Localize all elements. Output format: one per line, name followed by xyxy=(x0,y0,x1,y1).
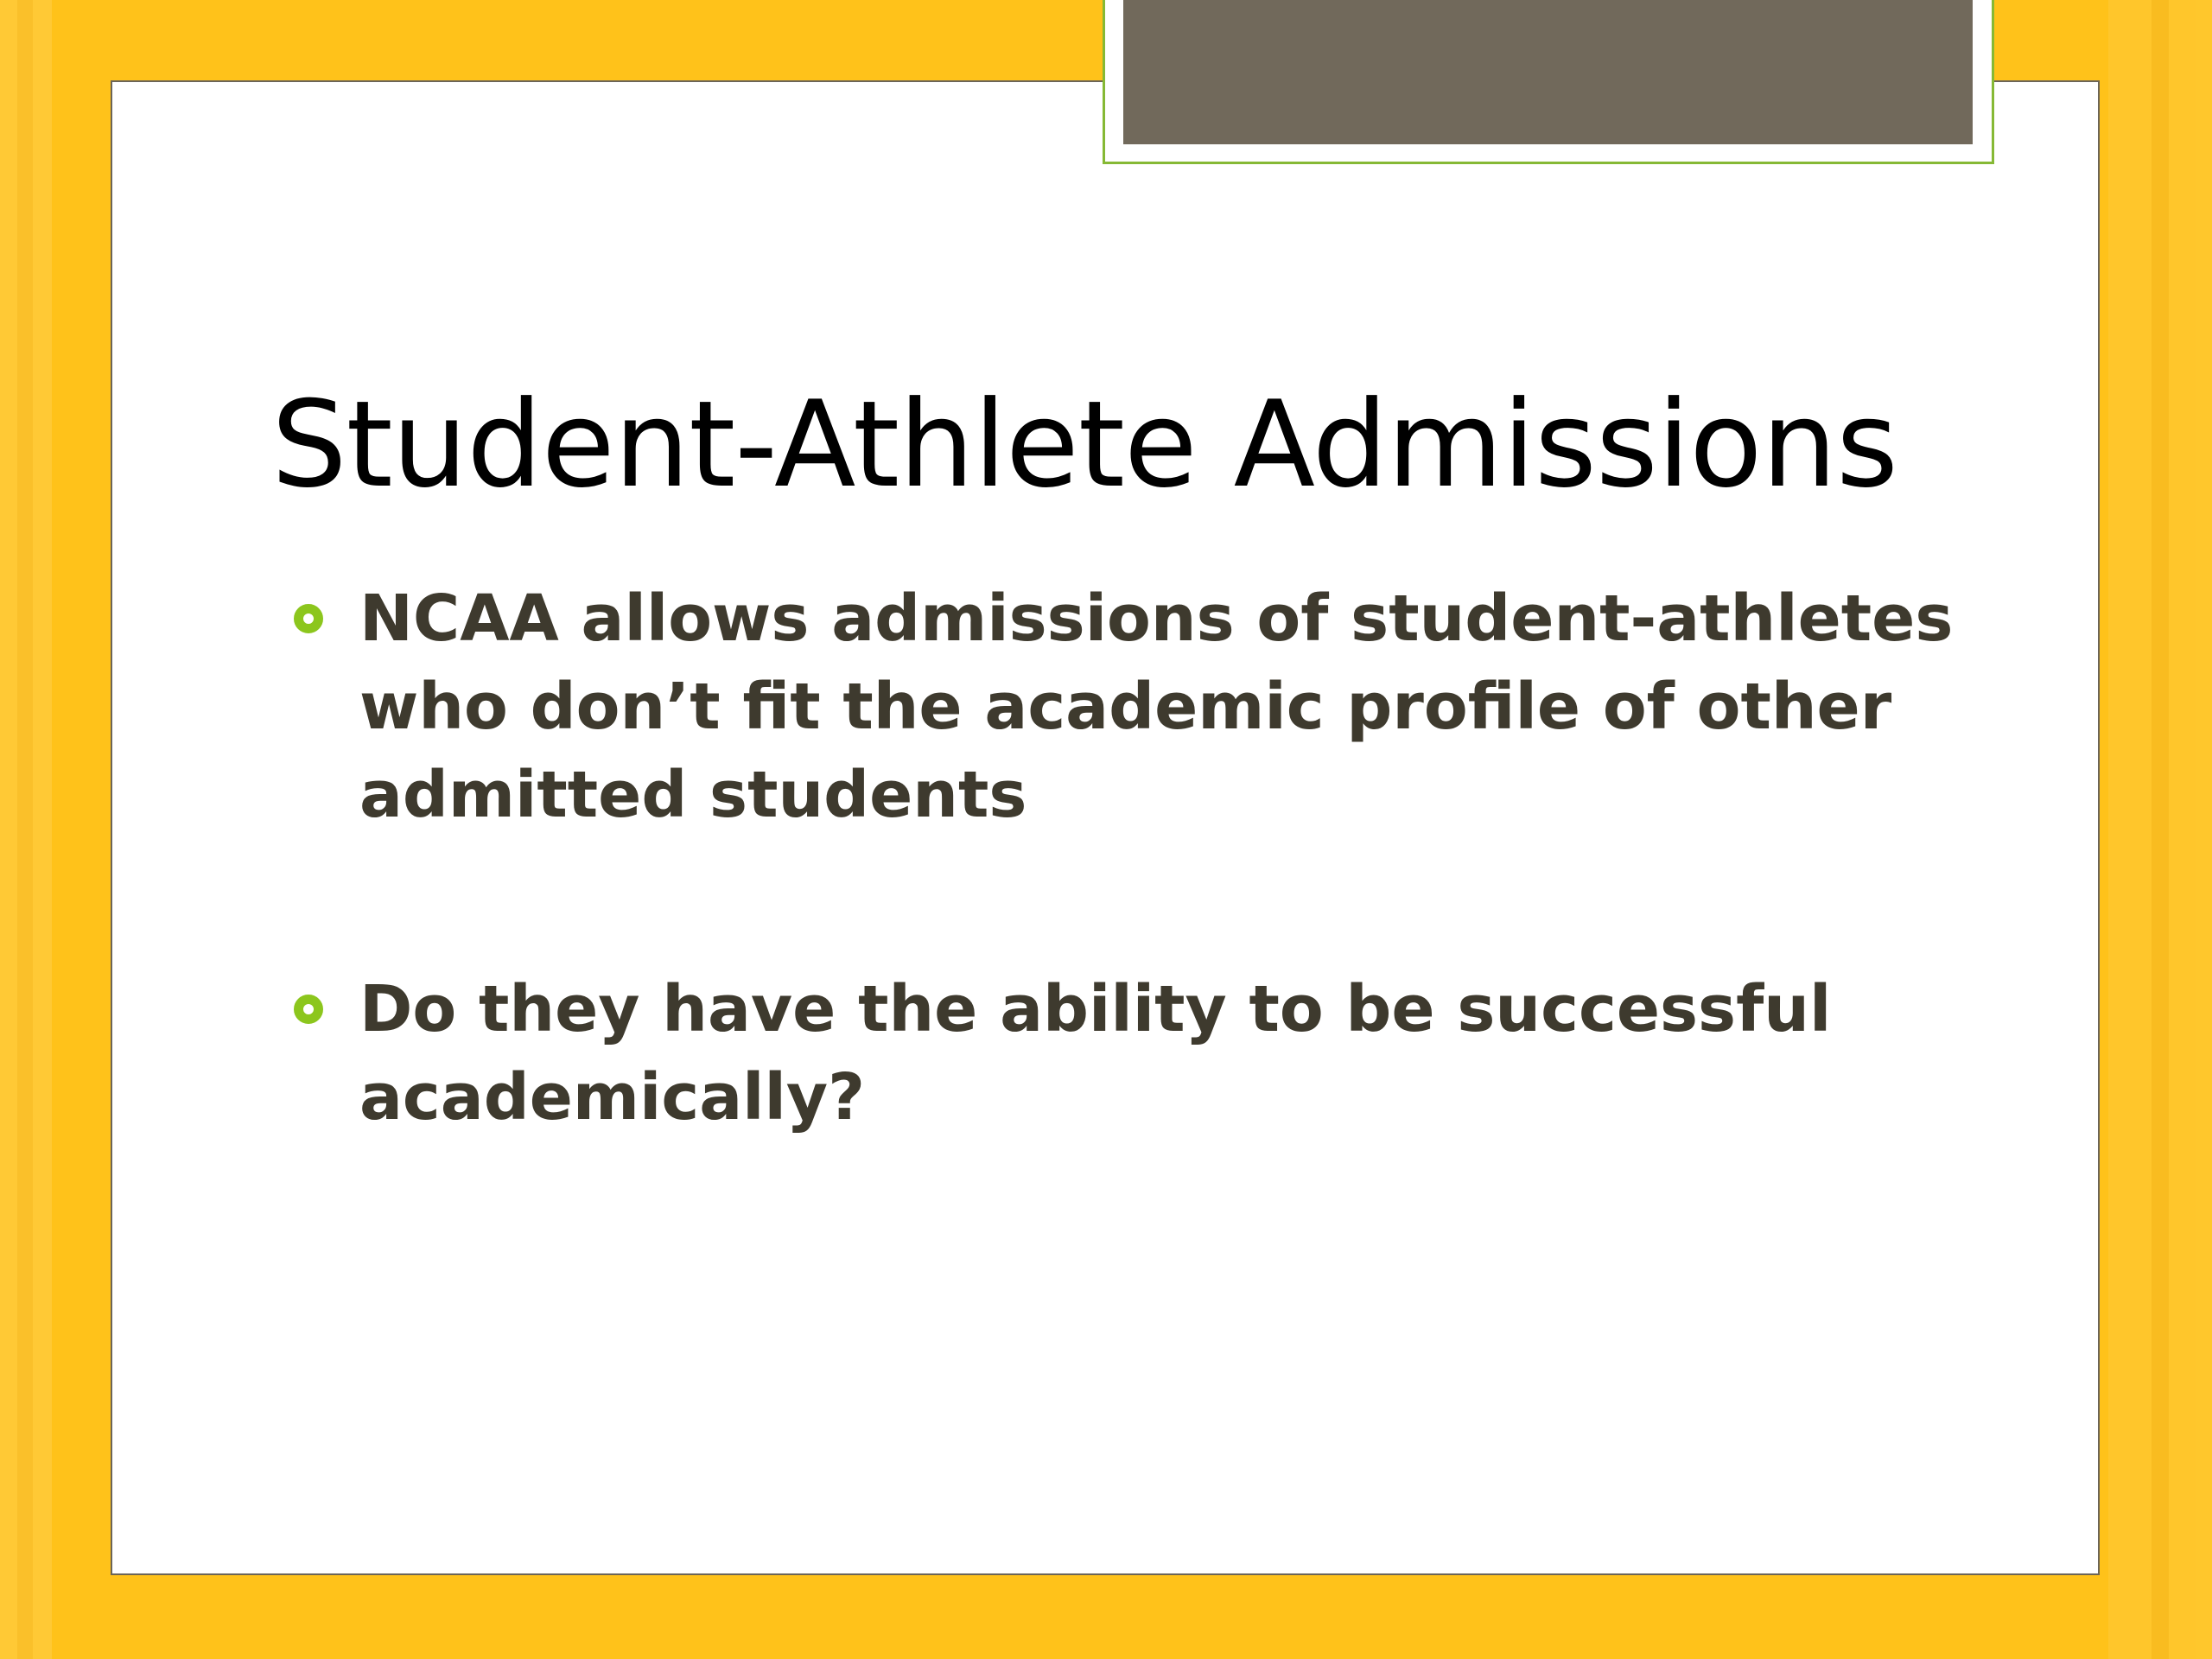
hollow-circle-bullet-icon xyxy=(294,604,323,633)
slide-title: Student-Athlete Admissions xyxy=(271,375,1897,514)
bullet-item xyxy=(294,965,1987,1141)
background-stripe xyxy=(17,0,33,1659)
bullet-item xyxy=(294,575,1987,839)
header-tab-fill xyxy=(1123,0,1973,144)
hollow-circle-bullet-icon xyxy=(294,995,323,1024)
bullet-text: NCAA allows admissions of student-athletes who don’t fit the academic profile of other admitted students xyxy=(359,582,1954,832)
background-stripe xyxy=(2152,0,2169,1659)
bullet-list xyxy=(294,575,1987,1141)
bullet-text: Do they have the ability to be successful academically? xyxy=(359,972,1832,1135)
